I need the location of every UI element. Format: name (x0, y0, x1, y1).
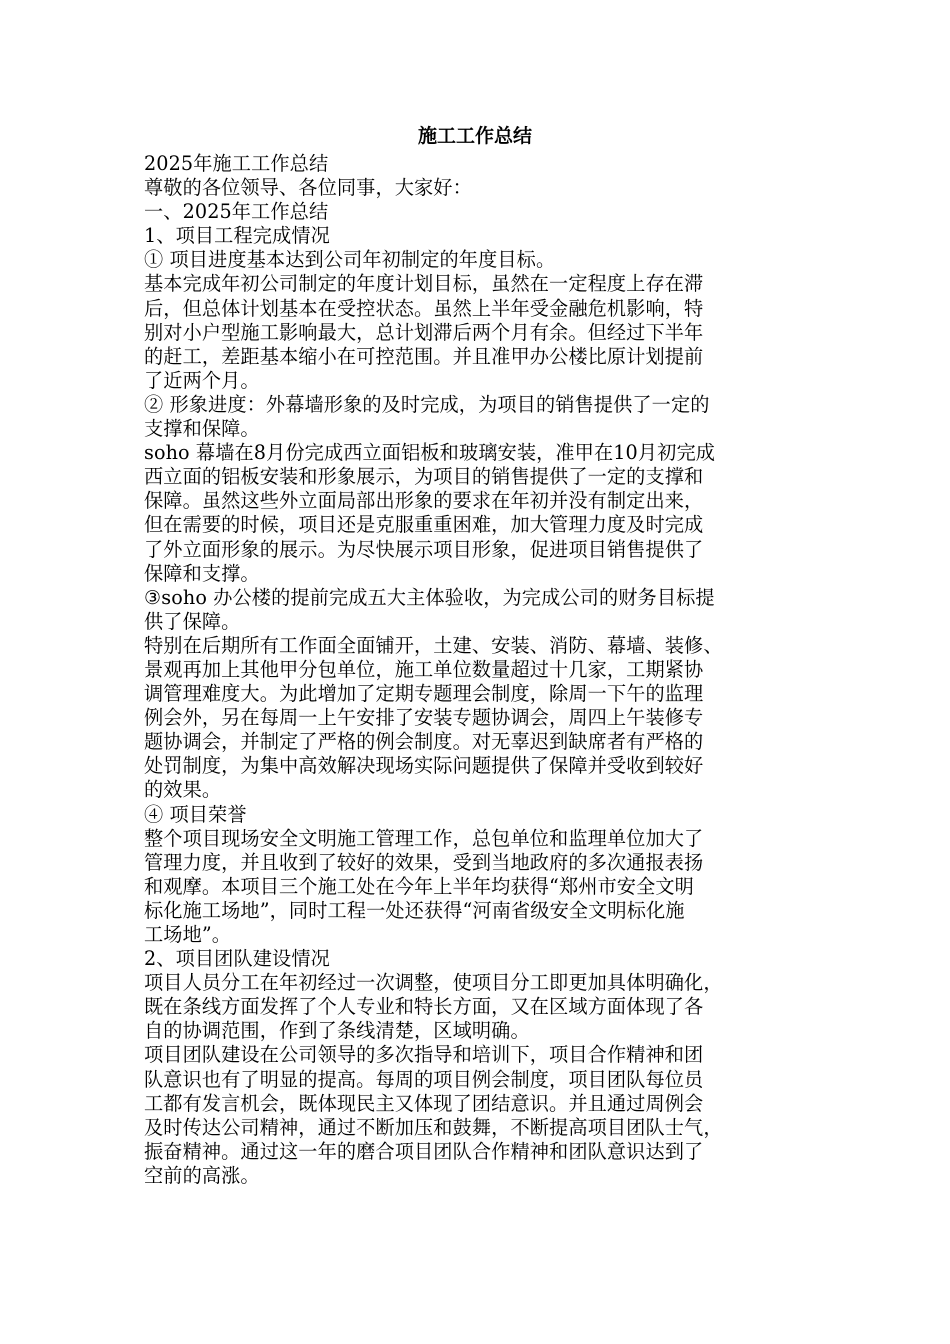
text-line: 2025年施工工作总结 (144, 152, 329, 175)
text-line: soho 幕墙在8月份完成西立面铝板和玻璃安装，准甲在10月初完成 (144, 441, 716, 465)
text-line: 了外立面形象的展示。为尽快展示项目形象，促进项目销售提供了 (144, 537, 704, 561)
text-line: 别对小户型施工影响最大，总计划滞后两个月有余。但经过下半年 (144, 320, 704, 344)
text-line: 整个项目现场安全文明施工管理工作，总包单位和监理单位加大了 (144, 826, 704, 850)
text-line: 特别在后期所有工作面全面铺开，土建、安装、消防、幕墙、装修、 (144, 633, 723, 657)
text-line: 既在条线方面发挥了个人专业和特长方面，又在区域方面体现了各 (144, 995, 704, 1019)
document-body (144, 152, 806, 1188)
text-line: ③soho 办公楼的提前完成五大主体验收，为完成公司的财务目标提 (144, 585, 715, 609)
text-line: 空前的高涨。 (144, 1163, 260, 1187)
text-line: 队意识也有了明显的提高。每周的项目例会制度，项目团队每位员 (144, 1067, 704, 1091)
text-line: 1、项目工程完成情况 (144, 224, 330, 248)
text-line: 项目人员分工在年初经过一次调整，使项目分工即更加具体明确化， (144, 971, 723, 995)
text-line: ④ 项目荣誉 (144, 802, 247, 826)
document-page (144, 120, 806, 1188)
text-line: 自的协调范围，作到了条线清楚，区域明确。 (144, 1019, 530, 1043)
text-line: 支撑和保障。 (144, 417, 260, 441)
text-line: 尊敬的各位领导、各位同事，大家好： (144, 176, 472, 200)
text-line: 保障。虽然这些外立面局部出形象的要求在年初并没有制定出来， (144, 489, 704, 513)
text-line: 景观再加上其他甲分包单位，施工单位数量超过十几家，工期紧协 (144, 657, 704, 681)
text-line: 和观摩。本项目三个施工处在今年上半年均获得“郑州市安全文明 (144, 874, 694, 898)
text-line: 一、2025年工作总结 (144, 200, 329, 224)
text-line: 供了保障。 (144, 609, 241, 633)
text-line: 了近两个月。 (144, 368, 260, 392)
text-line: 基本完成年初公司制定的年度计划目标，虽然在一定程度上存在滞 (144, 272, 704, 296)
text-line: 2、项目团队建设情况 (144, 947, 330, 971)
text-line: 题协调会，并制定了严格的例会制度。对无辜迟到缺席者有严格的 (144, 730, 704, 754)
text-line: 处罚制度，为集中高效解决现场实际问题提供了保障并受收到较好 (144, 754, 704, 778)
text-line: ① 项目进度基本达到公司年初制定的年度目标。 (144, 248, 556, 272)
text-line: 项目团队建设在公司领导的多次指导和培训下，项目合作精神和团 (144, 1043, 704, 1067)
text-line: 管理力度，并且收到了较好的效果，受到当地政府的多次通报表扬 (144, 850, 704, 874)
text-line: 及时传达公司精神，通过不断加压和鼓舞，不断提高项目团队士气， (144, 1115, 723, 1139)
text-line: 振奋精神。通过这一年的磨合项目团队合作精神和团队意识达到了 (144, 1139, 704, 1163)
text-line: 但在需要的时候，项目还是克服重重困难，加大管理力度及时完成 (144, 513, 704, 537)
text-line: 工场地”。 (144, 923, 232, 946)
text-line: 工都有发言机会，既体现民主又体现了团结意识。并且通过周例会 (144, 1091, 704, 1115)
text-line: 后，但总体计划基本在受控状态。虽然上半年受金融危机影响，特 (144, 296, 704, 320)
text-line: 的赶工，差距基本缩小在可控范围。并且准甲办公楼比原计划提前 (144, 344, 704, 368)
text-line: 例会外，另在每周一上午安排了安装专题协调会，周四上午装修专 (144, 706, 704, 730)
text-line: 保障和支撑。 (144, 561, 260, 585)
text-line: 的效果。 (144, 778, 222, 802)
text-line: 西立面的铝板安装和形象展示，为项目的销售提供了一定的支撑和 (144, 465, 704, 489)
text-line: 调管理难度大。为此增加了定期专题理会制度，除周一下午的监理 (144, 682, 704, 706)
document-title: 施工工作总结 (417, 125, 532, 147)
text-line: ② 形象进度：外幕墙形象的及时完成，为项目的销售提供了一定的 (144, 392, 710, 416)
text-line: 标化施工场地”，同时工程一处还获得“河南省级安全文明标化施 (144, 898, 685, 922)
